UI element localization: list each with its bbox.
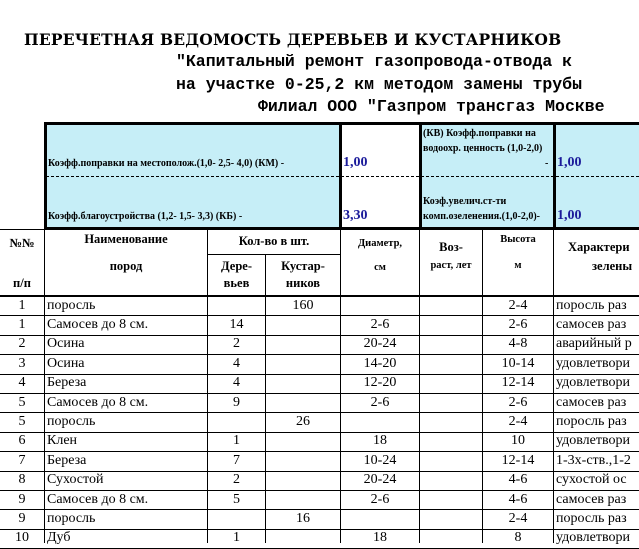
cell-name: Осина (47, 355, 85, 371)
document-subtitle-1: "Капитальный ремонт газопровода-отвода к (176, 52, 573, 71)
cell-char: поросль раз (556, 413, 627, 429)
cell-height: 8 (514, 530, 522, 546)
document-subtitle-3: Филиал ООО "Газпром трансгаз Москве (258, 97, 605, 116)
cell-trees: 1 (233, 530, 240, 546)
cell-diam: 10-24 (363, 452, 397, 468)
cell-char: удовлетвори (556, 530, 630, 546)
cell-height: 10 (511, 433, 525, 449)
kz-label-1: Коэф.увелич.ст-ти (423, 196, 507, 207)
header-char-1: Характери (568, 240, 630, 254)
cell-name: Береза (47, 452, 87, 468)
cell-height: 12-14 (501, 375, 535, 391)
header-diam-1: Диаметр, (357, 238, 403, 249)
cell-diam: 18 (373, 530, 387, 546)
cell-height: 12-14 (501, 452, 535, 468)
cell-num: 9 (18, 510, 26, 526)
header-trees-1: Дере- (221, 259, 252, 273)
cell-char: самосев раз (556, 316, 627, 332)
cell-char: поросль раз (556, 297, 627, 313)
cell-char: удовлетвори (556, 355, 630, 371)
cell-char: удовлетвори (556, 375, 630, 391)
cell-trees: 7 (233, 452, 240, 468)
kb-value: 3,30 (343, 208, 368, 223)
header-num-2: п/п (13, 276, 31, 290)
kv-value: 1,00 (557, 155, 582, 170)
cell-height: 4-8 (508, 336, 528, 352)
cell-name: Береза (47, 375, 87, 391)
cell-name: Самосев до 8 см. (47, 316, 149, 332)
cell-num: 1 (18, 297, 26, 313)
cell-name: Дуб (47, 530, 71, 546)
cell-char: поросль раз (556, 510, 627, 526)
cell-char: аварийный р (556, 336, 632, 352)
cell-diam: 18 (373, 433, 387, 449)
km-label: Коэфф.поправки на местополож.(1,0- 2,5- 4,0) (КМ) - (48, 158, 285, 169)
kv-label-1: (КВ) Коэфф.поправки на (423, 128, 536, 139)
cell-char: удовлетвори (556, 433, 630, 449)
document-title: ПЕРЕЧЕТНАЯ ВЕДОМОСТЬ ДЕРЕВЬЕВ И КУСТАРНИКОВ (24, 30, 562, 49)
cell-trees: 1 (233, 433, 240, 449)
cell-diam: 14-20 (363, 355, 397, 371)
cell-trees: 5 (233, 491, 240, 507)
cell-num: 7 (18, 452, 26, 468)
cell-height: 2-4 (508, 413, 528, 429)
cell-height: 2-6 (508, 316, 528, 332)
cell-height: 2-4 (508, 510, 528, 526)
cell-name: Сухостой (47, 472, 104, 488)
cell-num: 6 (18, 433, 26, 449)
cell-shrubs: 160 (292, 297, 314, 313)
header-name-1: Наименование (84, 232, 168, 246)
cell-trees: 9 (233, 394, 240, 410)
cell-height: 4-6 (508, 491, 528, 507)
cell-num: 4 (18, 375, 26, 391)
cell-num: 1 (18, 316, 26, 332)
header-qty: Кол-во в шт. (238, 234, 310, 248)
cell-num: 10 (15, 530, 29, 546)
cell-diam: 2-6 (370, 394, 390, 410)
cell-name: поросль (47, 413, 96, 429)
header-diam-2: см (374, 262, 386, 273)
header-char-2: зелены (592, 259, 633, 273)
cell-trees: 4 (233, 355, 240, 371)
header-height-2: м (514, 260, 522, 271)
header-shrubs-1: Кустар- (281, 259, 325, 273)
cell-name: Клен (47, 433, 78, 449)
cell-diam: 20-24 (363, 336, 397, 352)
cell-trees: 14 (229, 316, 244, 332)
kz-value: 1,00 (557, 208, 582, 223)
cell-height: 4-6 (508, 472, 528, 488)
cell-height: 2-6 (508, 394, 528, 410)
cell-diam: 2-6 (370, 491, 390, 507)
cell-char: сухостой ос (556, 472, 627, 488)
cell-trees: 2 (233, 336, 240, 352)
cell-num: 5 (18, 413, 26, 429)
header-age-2: раст, лет (430, 260, 472, 271)
header-age-1: Воз- (439, 240, 463, 254)
header-height-1: Высота (500, 234, 536, 245)
kb-label: Коэфф.благоустройства (1,2- 1,5- 3,3) (КБ) - (48, 211, 243, 222)
kv-label-3: - (545, 158, 549, 169)
cell-name: Осина (47, 336, 85, 352)
header-num-1: №№ (9, 236, 35, 250)
document-subtitle-2: на участке 0-25,2 км методом замены трубы (176, 75, 582, 94)
cell-diam: 12-20 (363, 375, 397, 391)
cell-name: Самосев до 8 см. (47, 394, 149, 410)
cell-height: 10-14 (501, 355, 535, 371)
cell-num: 3 (18, 355, 26, 371)
cell-num: 8 (18, 472, 26, 488)
cell-num: 2 (18, 336, 26, 352)
header-shrubs-2: ников (285, 276, 321, 290)
cell-name: поросль (47, 510, 96, 526)
cell-height: 2-4 (508, 297, 528, 313)
cell-shrubs: 16 (296, 510, 310, 526)
cell-char: 1-3х-ств.,1-2 (556, 452, 631, 468)
cell-diam: 2-6 (370, 316, 390, 332)
header-name-2: пород (109, 259, 143, 273)
kz-label-2: комп.озеленения.(1,0-2,0)- (423, 211, 540, 222)
cell-trees: 4 (233, 375, 240, 391)
cell-shrubs: 26 (296, 413, 310, 429)
km-value: 1,00 (343, 155, 368, 170)
cell-num: 9 (18, 491, 26, 507)
cell-trees: 2 (233, 472, 240, 488)
kv-label-2: водоохр. ценность (1,0-2,0) (423, 143, 543, 154)
cell-char: самосев раз (556, 491, 627, 507)
cell-name: Самосев до 8 см. (47, 491, 149, 507)
header-trees-2: вьев (223, 276, 250, 290)
cell-diam: 20-24 (363, 472, 397, 488)
cell-num: 5 (18, 394, 26, 410)
cell-name: поросль (47, 297, 96, 313)
cell-char: самосев раз (556, 394, 627, 410)
